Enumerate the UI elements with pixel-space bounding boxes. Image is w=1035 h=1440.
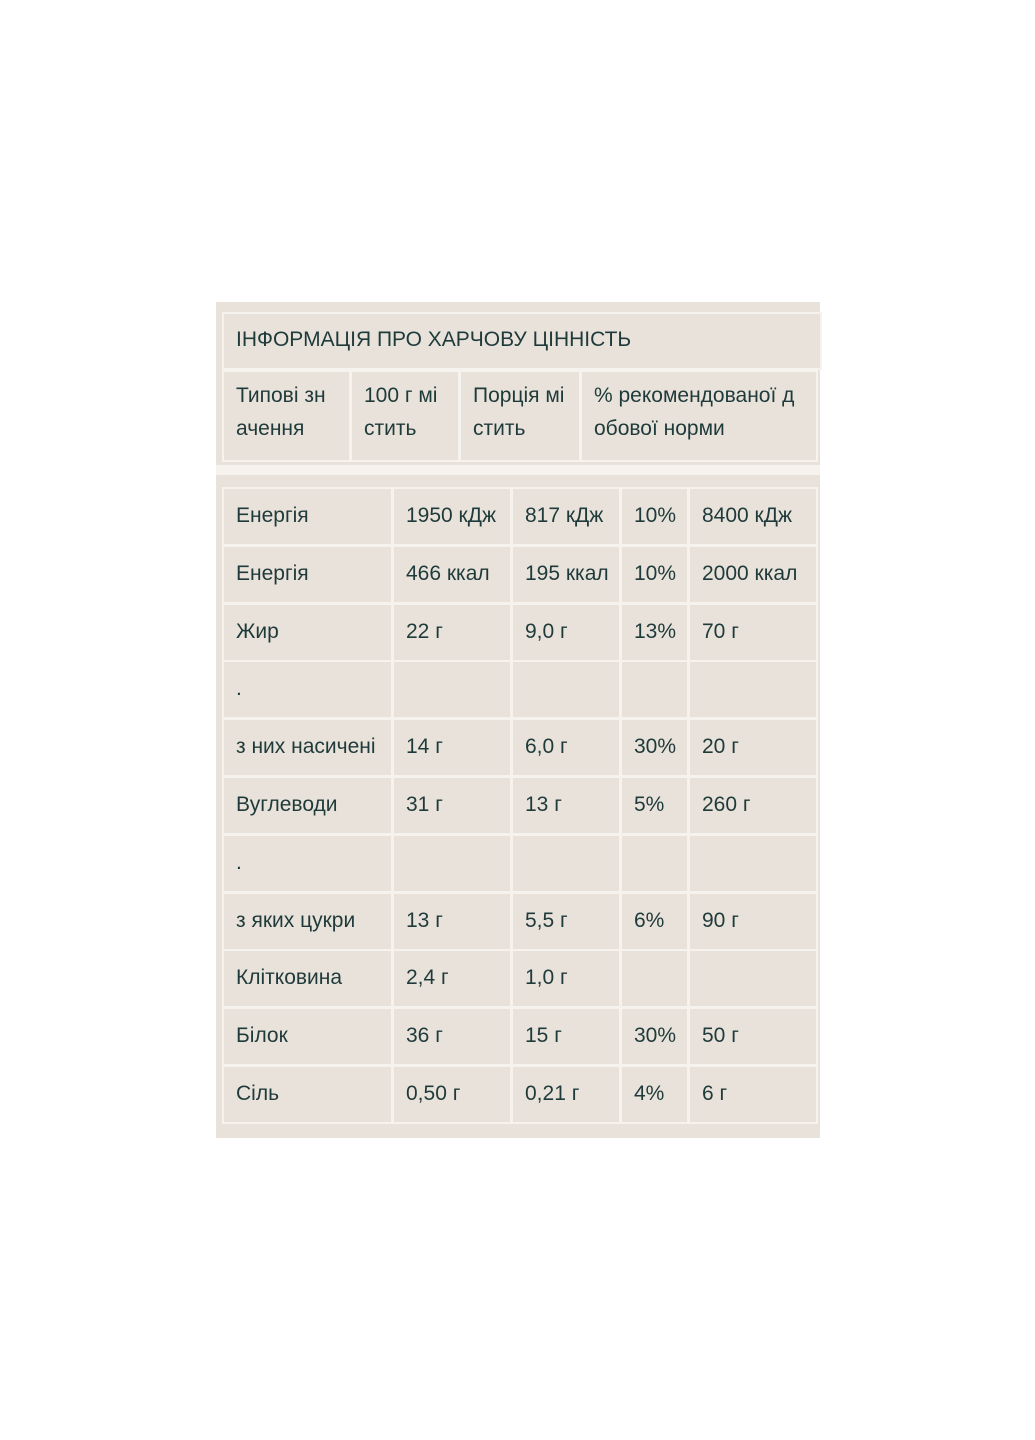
daily-percent-cell: 4%: [620, 1065, 689, 1124]
value-per-portion-cell: 15 г: [511, 1007, 621, 1066]
value-per-portion-cell: 13 г: [511, 776, 621, 835]
value-per-100g-cell: 22 г: [392, 603, 512, 662]
header-typical-values: [222, 370, 351, 462]
nutrient-name-cell: Сіль: [222, 1065, 393, 1124]
value-per-100g-cell: 36 г: [392, 1007, 512, 1066]
header-body-separator: [216, 465, 820, 475]
header-daily-percent-line2: обової норми: [594, 417, 725, 440]
daily-percent-cell: 10%: [620, 487, 689, 546]
daily-percent-cell: [620, 949, 689, 1008]
daily-reference-cell: 20 г: [688, 718, 818, 777]
value-per-100g-cell: 0,50 г: [392, 1065, 512, 1124]
value-per-100g-cell: 14 г: [392, 718, 512, 777]
daily-reference-cell: 260 г: [688, 776, 818, 835]
header-daily-percent-line1: % рекомендованої д: [594, 384, 795, 407]
nutrient-name-cell: з них насичені: [222, 718, 393, 777]
value-per-portion-cell: [511, 834, 621, 893]
daily-percent-cell: 10%: [620, 545, 689, 604]
daily-percent-cell: 30%: [620, 718, 689, 777]
daily-percent-cell: [620, 660, 689, 719]
daily-reference-cell: [688, 949, 818, 1008]
header-typical-values-line1: Типові зн: [236, 384, 326, 407]
value-per-portion-cell: 5,5 г: [511, 892, 621, 951]
value-per-portion-cell: 817 кДж: [511, 487, 621, 546]
value-per-100g-cell: 2,4 г: [392, 949, 512, 1008]
header-per-portion-line1: Порція мі: [473, 384, 565, 407]
header-daily-percent: [580, 370, 818, 462]
value-per-portion-cell: [511, 660, 621, 719]
header-per-portion: [459, 370, 581, 462]
daily-reference-cell: [688, 834, 818, 893]
table-title: ІНФОРМАЦІЯ ПРО ХАРЧОВУ ЦІННІСТЬ: [222, 312, 822, 370]
nutrient-name-cell: Жир: [222, 603, 393, 662]
value-per-100g-cell: 31 г: [392, 776, 512, 835]
value-per-100g-cell: 466 ккал: [392, 545, 512, 604]
daily-percent-cell: 6%: [620, 892, 689, 951]
daily-percent-cell: 5%: [620, 776, 689, 835]
value-per-100g-cell: [392, 834, 512, 893]
daily-reference-cell: [688, 660, 818, 719]
value-per-100g-cell: 1950 кДж: [392, 487, 512, 546]
header-per-100g: [350, 370, 460, 462]
nutrient-name-cell: .: [222, 660, 393, 719]
value-per-portion-cell: 1,0 г: [511, 949, 621, 1008]
nutrient-name-cell: .: [222, 834, 393, 893]
daily-reference-cell: 50 г: [688, 1007, 818, 1066]
daily-reference-cell: 70 г: [688, 603, 818, 662]
header-typical-values-line2: ачення: [236, 417, 305, 440]
value-per-portion-cell: 0,21 г: [511, 1065, 621, 1124]
header-per-100g-line1: 100 г мі: [364, 384, 438, 407]
nutrient-name-cell: Енергія: [222, 487, 393, 546]
nutrient-name-cell: Білок: [222, 1007, 393, 1066]
nutrient-name-cell: Клітковина: [222, 949, 393, 1008]
daily-reference-cell: 6 г: [688, 1065, 818, 1124]
daily-reference-cell: 8400 кДж: [688, 487, 818, 546]
daily-percent-cell: 30%: [620, 1007, 689, 1066]
header-per-100g-line2: стить: [364, 417, 417, 440]
nutrient-name-cell: Енергія: [222, 545, 393, 604]
daily-reference-cell: 2000 ккал: [688, 545, 818, 604]
nutrient-name-cell: Вуглеводи: [222, 776, 393, 835]
value-per-portion-cell: 6,0 г: [511, 718, 621, 777]
nutrient-name-cell: з яких цукри: [222, 892, 393, 951]
value-per-portion-cell: 9,0 г: [511, 603, 621, 662]
daily-percent-cell: [620, 834, 689, 893]
header-per-portion-line2: стить: [473, 417, 526, 440]
daily-percent-cell: 13%: [620, 603, 689, 662]
value-per-100g-cell: [392, 660, 512, 719]
value-per-100g-cell: 13 г: [392, 892, 512, 951]
value-per-portion-cell: 195 ккал: [511, 545, 621, 604]
daily-reference-cell: 90 г: [688, 892, 818, 951]
